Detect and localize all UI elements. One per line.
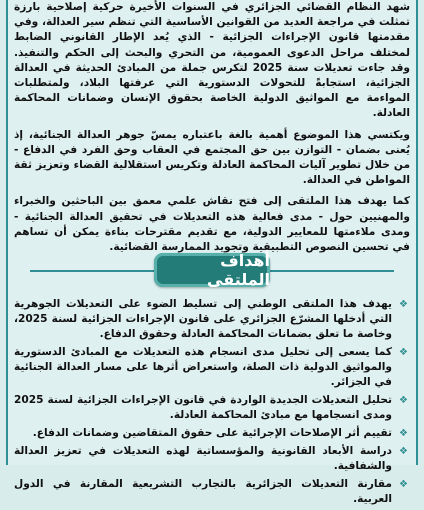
- list-item: [14, 345, 408, 390]
- list-item: [14, 444, 408, 474]
- intro-paragraph: ويكتسي هذا الموضوع أهمية بالغة باعتباره يمسّ جوهر العدالة الجنائية، إذ يُعنى بضمان - التوازن بين حق المجتمع في العقاب وحق الفرد في الدفاع - من خلال تطوير آليات المحاكمة العادلة وتكريس استقلالية القضاء وتعزيز ثقة المواطن في العدالة.: [14, 128, 410, 187]
- list-item: [14, 297, 408, 342]
- goal-text: تحليل التعديلات الجديدة الواردة في قانون الإجراءات الجزائية لسنة 2025 ومدى انسجامها مع مبادئ المحاكمة العادلة.: [14, 394, 392, 421]
- goal-text: يهدف هذا الملتقى الوطني إلى تسليط الضوء على التعديلات الجوهرية التي أدخلها المشرّع الجزائري على قانون الإجراءات الجزائية لسنة 2025، وخاصة ما تعلق بضمانات المحاكمة العادلة وحقوق الدفاع.: [14, 298, 392, 340]
- goals-heading-banner: [0, 253, 424, 289]
- intro-paragraph: شهد النظام القضائي الجزائري في السنوات الأخيرة حركية إصلاحية بارزة تمثلت في مراجعة العديد من القوانين الأساسية التي تنظم سير العدالة، وفي مقدمتها قانون الإجراءات الجزائية - الذي يُعد الإطار القانوني الضابط لمختلف مراحل الدعوى العمومية، من التحري والبحث إلى الحكم والتنفيذ. وقد جاءت تعديلات سنة 2025 لتكرس جملة من المبادئ الحديثة في العدالة الجزائية، استجابةً للتحولات الدستورية التي عرفتها البلاد، ولمتطلبات المواءمة مع المواثيق الدولية الخاصة بحقوق الإنسان وضمانات المحاكمة العادلة.: [14, 1, 410, 120]
- list-item: [14, 477, 408, 507]
- diamond-bullet-icon: ❖: [399, 395, 408, 406]
- diamond-bullet-icon: ❖: [399, 299, 408, 310]
- diamond-bullet-icon: ❖: [399, 446, 408, 457]
- diamond-bullet-icon: ❖: [399, 479, 408, 490]
- goal-text: دراسة الأبعاد القانونية والمؤسساتية لهذه التعديلات في تعزيز العدالة والشفافية.: [14, 445, 392, 472]
- intro-paragraph: كما يهدف هذا الملتقى إلى فتح نقاش علمي معمق بين الباحثين والخبراء والمهنيين حول - مدى فعالية هذه التعديلات في تحقيق العدالة الجنائية - ومدى ملاءمتها للمعايير الدولية، مع تقديم مقترحات بناءة يمكن أن تساهم في تحسين النصوص التطبيقية وتجويد الممارسة القضائية.: [14, 195, 410, 254]
- goals-heading: أهداف الملتقى: [154, 253, 270, 287]
- goals-list: [14, 297, 408, 510]
- goal-text: تقييم أثر الإصلاحات الإجرائية على حقوق المتقاضين وضمانات الدفاع.: [32, 427, 392, 439]
- intro-section: [14, 0, 410, 261]
- diamond-bullet-icon: ❖: [399, 428, 408, 439]
- list-item: [14, 426, 408, 441]
- goal-text: كما يسعى إلى تحليل مدى انسجام هذه التعديلات مع المبادئ الدستورية والمواثيق الدولية ذات الصلة، واستعراض أثرها على مسار العدالة الجنائية في الجزائر.: [14, 346, 392, 388]
- diamond-bullet-icon: ❖: [399, 347, 408, 358]
- list-item: [14, 393, 408, 423]
- goal-text: مقارنة التعديلات الجزائرية بالتجارب التشريعية المقارنة في الدول العربية.: [14, 478, 392, 505]
